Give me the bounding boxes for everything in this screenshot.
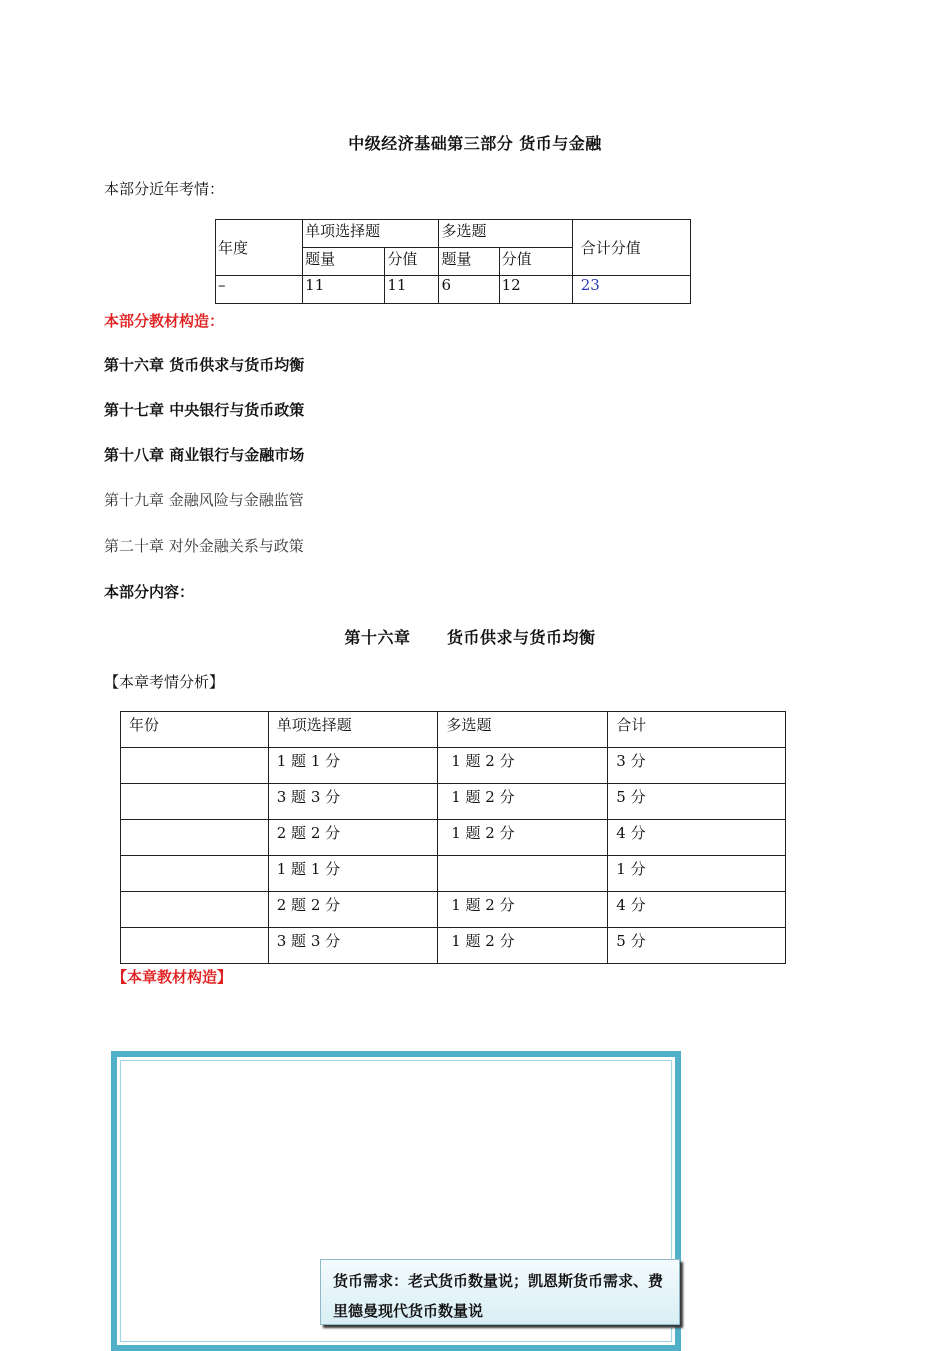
- column-header: 年份: [121, 712, 269, 748]
- chapter-item: 第十八章 商业银行与金融市场: [104, 446, 305, 464]
- cell-total: 5 分: [608, 928, 786, 964]
- cell-year: [121, 928, 269, 964]
- content-label: 本部分内容：: [104, 583, 195, 601]
- cell-total: 4 分: [608, 892, 786, 928]
- cell-single-score: 11: [385, 276, 439, 304]
- header-single: 单项选择题: [303, 220, 439, 248]
- cell-multi: 1 题 2 分: [438, 820, 608, 856]
- cell-single: 1 题 1 分: [268, 856, 438, 892]
- page-title: 中级经济基础第三部分 货币与金融: [348, 134, 602, 153]
- cell-single: 3 题 3 分: [268, 928, 438, 964]
- table-row: [121, 928, 786, 964]
- cell-total: 23: [572, 276, 690, 304]
- header-multi: 多选题: [439, 220, 572, 248]
- cell-year: [121, 820, 269, 856]
- cell-total: 3 分: [608, 748, 786, 784]
- cell-year: [121, 856, 269, 892]
- cell-multi: 1 题 2 分: [438, 784, 608, 820]
- table-row: [121, 820, 786, 856]
- cell-total: 5 分: [608, 784, 786, 820]
- cell-multi-score: 12: [499, 276, 572, 304]
- cell-multi: 1 题 2 分: [438, 892, 608, 928]
- table-row: [121, 892, 786, 928]
- header-total: 合计分值: [572, 220, 690, 276]
- chapter-table: [120, 711, 786, 964]
- column-header: 单项选择题: [268, 712, 438, 748]
- column-header: 多选题: [438, 712, 608, 748]
- chapter-item: 第二十章 对外金融关系与政策: [104, 537, 304, 555]
- textbook-label: 【本章教材构造】: [112, 968, 233, 986]
- cell-single: 1 题 1 分: [268, 748, 438, 784]
- chapter-item: 第十七章 中央银行与货币政策: [104, 401, 305, 419]
- cell-single: 2 题 2 分: [268, 892, 438, 928]
- cell-multi: 1 题 2 分: [438, 748, 608, 784]
- subheader-count: 题量: [303, 248, 385, 276]
- chapter-item: 第十六章 货币供求与货币均衡: [104, 356, 305, 374]
- cell-multi: 1 题 2 分: [438, 928, 608, 964]
- column-header: 合计: [608, 712, 786, 748]
- exam-table: [215, 219, 691, 304]
- analysis-label: 【本章考情分析】: [104, 673, 225, 691]
- subheader-score: 分值: [385, 248, 439, 276]
- table-row: [121, 856, 786, 892]
- table-header-row: [121, 712, 786, 748]
- cell-total: 1 分: [608, 856, 786, 892]
- table-row: [121, 748, 786, 784]
- table-row: [121, 784, 786, 820]
- cell-single-count: 11: [303, 276, 385, 304]
- intro-label: 本部分近年考情：: [104, 180, 225, 198]
- cell-year: [121, 784, 269, 820]
- cell-year: [121, 892, 269, 928]
- structure-label: 本部分教材构造：: [104, 312, 225, 330]
- cell-single: 2 题 2 分: [268, 820, 438, 856]
- subheader-count: 题量: [439, 248, 499, 276]
- callout-text: 货币需求：老式货币数量说；凯恩斯货币需求、费里德曼现代货币数量说: [333, 1272, 664, 1320]
- chapter-title: 第十六章 货币供求与货币均衡: [344, 628, 596, 647]
- chapter-item: 第十九章 金融风险与金融监管: [104, 491, 304, 509]
- header-year: 年度: [216, 220, 303, 276]
- cell-year: –: [216, 276, 303, 304]
- callout-box: [320, 1259, 680, 1325]
- cell-multi-count: 6: [439, 276, 499, 304]
- cell-multi: [438, 856, 608, 892]
- cell-total: 4 分: [608, 820, 786, 856]
- subheader-score: 分值: [499, 248, 572, 276]
- cell-single: 3 题 3 分: [268, 784, 438, 820]
- cell-year: [121, 748, 269, 784]
